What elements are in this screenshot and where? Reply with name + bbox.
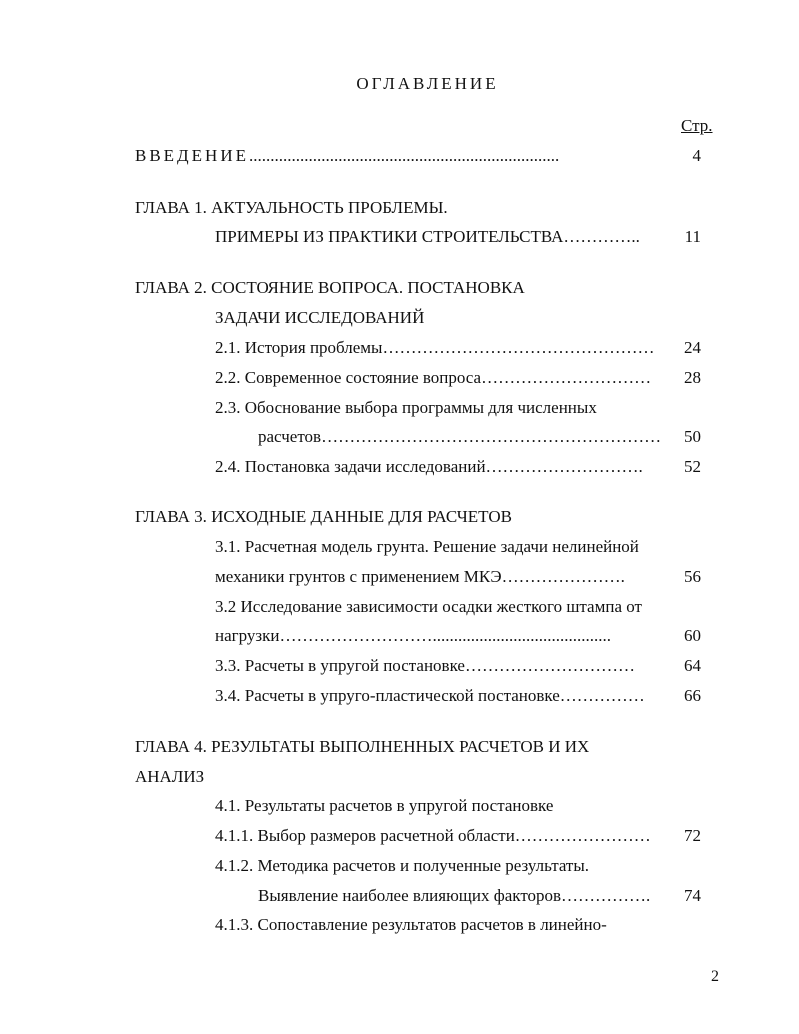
toc-page-number: 11 bbox=[684, 227, 701, 246]
chapter-4-heading[interactable]: ГЛАВА 4. РЕЗУЛЬТАТЫ ВЫПОЛНЕННЫХ РАСЧЕТОВ И ИХ bbox=[135, 737, 590, 756]
toc-entry-3-2-cont[interactable]: нагрузки……………………….......................................... bbox=[215, 626, 611, 645]
page-number: 2 bbox=[711, 968, 719, 985]
toc-entry-3-2[interactable]: 3.2 Исследование зависимости осадки жесткого штампа от bbox=[215, 597, 642, 616]
toc-page-number: 74 bbox=[684, 886, 701, 905]
toc-entry-3-3[interactable]: 3.3. Расчеты в упругой постановке………………………… bbox=[215, 656, 635, 675]
toc-entry-4-1-1[interactable]: 4.1.1. Выбор размеров расчетной области…………………… bbox=[215, 826, 651, 845]
toc-entry-2-1[interactable]: 2.1. История проблемы………………………………………… bbox=[215, 338, 655, 357]
toc-entry-2-3[interactable]: 2.3. Обоснование выбора программы для численных bbox=[215, 398, 597, 417]
chapter-3-heading[interactable]: ГЛАВА 3. ИСХОДНЫЕ ДАННЫЕ ДЛЯ РАСЧЕТОВ bbox=[135, 507, 512, 526]
toc-entry-3-1[interactable]: 3.1. Расчетная модель грунта. Решение задачи нелинейной bbox=[215, 537, 639, 556]
toc-entry-4-1-2[interactable]: 4.1.2. Методика расчетов и полученные результаты. bbox=[215, 856, 590, 875]
toc-entry-3-1-cont[interactable]: механики грунтов с применением МКЭ…………………. bbox=[215, 567, 625, 586]
toc-entry-2-3-cont[interactable]: расчетов…………………………………………………… bbox=[258, 427, 662, 446]
toc-page-number: 66 bbox=[684, 686, 701, 705]
toc-page-number: 64 bbox=[684, 656, 701, 675]
toc-entry-label: ВВЕДЕНИЕ bbox=[135, 146, 249, 165]
page-title: ОГЛАВЛЕНИЕ bbox=[356, 74, 499, 93]
chapter-1-heading[interactable]: ГЛАВА 1. АКТУАЛЬНОСТЬ ПРОБЛЕМЫ. bbox=[135, 198, 448, 217]
toc-entry-4-1[interactable]: 4.1. Результаты расчетов в упругой постановке bbox=[215, 796, 554, 815]
chapter-2-heading[interactable]: ГЛАВА 2. СОСТОЯНИЕ ВОПРОСА. ПОСТАНОВКА bbox=[135, 278, 525, 297]
toc-page-number: 56 bbox=[684, 567, 701, 586]
toc-page-number: 28 bbox=[684, 368, 701, 387]
toc-entry-4-1-2-cont[interactable]: Выявление наиболее влияющих факторов……………. bbox=[258, 886, 651, 905]
toc-page-number: 4 bbox=[692, 146, 701, 165]
toc-entry-2-2[interactable]: 2.2. Современное состояние вопроса………………………… bbox=[215, 368, 652, 387]
page-column-header: Стр. bbox=[681, 116, 713, 135]
toc-page-number: 50 bbox=[684, 427, 701, 446]
chapter-4-heading-cont[interactable]: АНАЛИЗ bbox=[135, 767, 205, 786]
chapter-1-heading-cont[interactable]: ПРИМЕРЫ ИЗ ПРАКТИКИ СТРОИТЕЛЬСТВА………….. bbox=[215, 227, 640, 246]
toc-entry-4-1-3[interactable]: 4.1.3. Сопоставление результатов расчетов в линейно- bbox=[215, 915, 607, 934]
toc-page-number: 24 bbox=[684, 338, 701, 357]
toc-page-number: 60 bbox=[684, 626, 701, 645]
toc-leader-dots: ......................................................................... bbox=[248, 146, 560, 165]
toc-page-number: 72 bbox=[684, 826, 701, 845]
toc-entry-intro[interactable] bbox=[135, 146, 559, 166]
chapter-2-heading-cont[interactable]: ЗАДАЧИ ИССЛЕДОВАНИЙ bbox=[215, 308, 425, 327]
toc-page-number: 52 bbox=[684, 457, 701, 476]
toc-entry-3-4[interactable]: 3.4. Расчеты в упруго-пластической постановке…………… bbox=[215, 686, 645, 705]
toc-entry-2-4[interactable]: 2.4. Постановка задачи исследований………………………. bbox=[215, 457, 643, 476]
